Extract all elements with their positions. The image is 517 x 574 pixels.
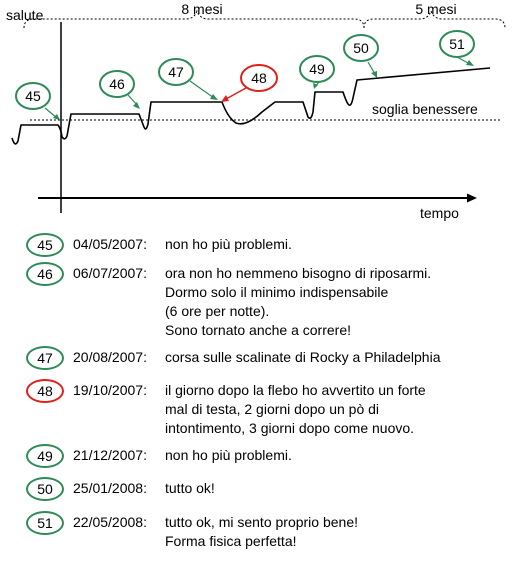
entry-date: 19/10/2007: (73, 382, 151, 398)
arrow-48 (226, 88, 246, 99)
entry-date-value: 19/10/2007 (73, 382, 144, 398)
marker-47-label: 47 (168, 64, 184, 80)
marker-45-label: 45 (25, 88, 41, 104)
threshold-label: soglia benessere (372, 101, 478, 117)
marker-50-label: 50 (353, 40, 369, 56)
entry-date-value: 25/01/2008 (73, 480, 144, 496)
entry-date-value: 04/05/2007 (73, 236, 144, 252)
entry-line: (6 ore per notte). (165, 303, 270, 319)
entry-date-value: 20/08/2007 (73, 349, 144, 365)
legend-badge: 45 (26, 233, 64, 257)
x-axis-arrowhead (467, 194, 477, 203)
marker-46 (100, 71, 134, 97)
legend-badge: 49 (26, 444, 64, 468)
entry-line: Dormo solo il minimo indispensabile (165, 284, 389, 300)
period-label-5-mesi: 5 mesi (415, 1, 457, 17)
marker-50 (344, 35, 378, 61)
entry-line: Forma fisica perfetta! (165, 533, 297, 549)
entry-date-value: 21/12/2007 (73, 447, 144, 463)
entry-line: intontimento, 3 giorni dopo come nuovo. (165, 420, 415, 436)
legend-badge: 47 (26, 346, 64, 370)
marker-46-label: 46 (109, 76, 125, 92)
entry-date: 25/01/2008: (73, 480, 151, 496)
marker-47 (159, 59, 193, 85)
entry-line: non ho più problemi. (165, 447, 292, 463)
entry-line: non ho più problemi. (165, 236, 292, 252)
entry-date: 20/08/2007: (73, 349, 151, 365)
entry-date-value: 06/07/2007 (73, 265, 144, 281)
period-label-8-mesi: 8 mesi (181, 1, 223, 17)
entry-line: tutto ok! (165, 480, 215, 496)
marker-51 (440, 31, 474, 57)
legend-badge: 51 (26, 511, 64, 535)
entry-line: ora non ho nemmeno bisogno di riposarmi. (165, 265, 432, 281)
entry-date: 22/05/2008: (73, 514, 151, 530)
arrowhead-47 (210, 94, 218, 100)
entry-date-value: 22/05/2008 (73, 514, 144, 530)
entry-date: 06/07/2007: (73, 265, 151, 281)
marker-49 (300, 56, 334, 82)
arrow-47 (190, 81, 214, 98)
arrowhead-51 (466, 60, 474, 66)
marker-49-label: 49 (309, 61, 325, 77)
x-axis-label: tempo (420, 205, 459, 221)
y-axis-label: salute (6, 7, 44, 23)
entry-line: Sono tornato anche a correre! (165, 322, 352, 338)
marker-48 (241, 65, 277, 91)
entry-line: corsa sulle scalinate di Rocky a Philadelphia (165, 349, 441, 365)
marker-51-label: 51 (449, 36, 465, 52)
arrowhead-50 (371, 71, 377, 78)
entry-line: tutto ok, mi sento proprio bene! (165, 514, 358, 530)
marker-48-label: 48 (251, 70, 267, 86)
entry-date: 04/05/2007: (73, 236, 151, 252)
health-trend-diagram (0, 0, 517, 230)
marker-45 (16, 83, 50, 109)
entry-date: 21/12/2007: (73, 447, 151, 463)
legend-badge: 48 (26, 379, 64, 403)
legend-badge: 50 (26, 477, 64, 501)
legend-badge: 46 (26, 262, 64, 286)
arrowhead-46 (133, 102, 140, 109)
entry-line: mal di testa, 2 giorni dopo un pò di (165, 401, 380, 417)
entry-line: il giorno dopo la flebo ho avvertito un forte (165, 382, 426, 398)
